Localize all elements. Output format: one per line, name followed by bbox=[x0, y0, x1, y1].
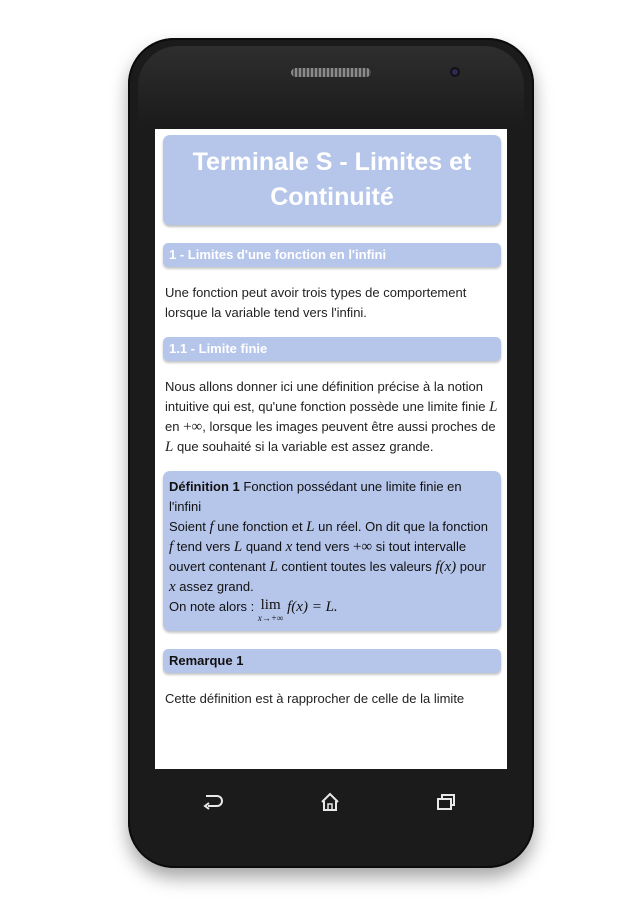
navigation-bar bbox=[128, 769, 534, 868]
def-text: une fonction et bbox=[213, 519, 307, 534]
math-fx: f(x) bbox=[435, 559, 457, 575]
math-L: L bbox=[233, 539, 243, 555]
def-text: pour bbox=[456, 559, 486, 574]
para-text: que souhaité si la variable est assez grande. bbox=[173, 439, 434, 454]
math-f: f bbox=[209, 519, 214, 535]
front-camera bbox=[450, 67, 460, 77]
def-text: assez grand. bbox=[175, 579, 254, 594]
math-L: L bbox=[165, 439, 174, 455]
lim-expression: f(x) = L. bbox=[283, 599, 338, 615]
math-L: L bbox=[306, 519, 315, 535]
math-plus-infinity: +∞ bbox=[352, 539, 373, 555]
math-L: L bbox=[269, 559, 278, 575]
limit-paragraph bbox=[163, 377, 501, 457]
definition-box bbox=[163, 471, 501, 631]
para-text: en bbox=[165, 419, 184, 434]
recents-icon bbox=[435, 792, 457, 812]
back-icon bbox=[202, 792, 224, 812]
lim-operator: lim bbox=[260, 597, 281, 613]
math-f: f bbox=[169, 539, 174, 555]
title-card bbox=[163, 135, 501, 225]
limit-notation bbox=[258, 597, 283, 623]
back-button[interactable] bbox=[198, 787, 228, 817]
math-x: x bbox=[285, 539, 293, 555]
def-text: Soient bbox=[169, 519, 210, 534]
page-title: Terminale S - Limites et Continuité bbox=[192, 148, 472, 211]
def-text: un réel. On dit que la fonction bbox=[314, 519, 488, 534]
def-text: tend vers bbox=[173, 539, 234, 554]
def-text: contient toutes les valeurs bbox=[277, 559, 436, 574]
lim-subscript: x→+∞ bbox=[257, 613, 284, 623]
intro-paragraph: Une fonction peut avoir trois types de comportement lorsque la variable tend vers l'infini. bbox=[165, 285, 467, 320]
para-text: Nous allons donner ici une définition précise à la notion intuitive qui est, qu'une fonction possède une limite finie bbox=[165, 379, 490, 414]
para-text: , lorsque les images peuvent être aussi proches de bbox=[202, 419, 496, 434]
section-heading-1-1[interactable]: 1.1 - Limite finie bbox=[163, 337, 501, 361]
home-button[interactable] bbox=[315, 787, 345, 817]
screen[interactable] bbox=[155, 129, 507, 769]
home-icon bbox=[319, 791, 341, 813]
def-note: On note alors : bbox=[169, 599, 258, 614]
definition-heading: Définition 1 bbox=[169, 479, 240, 494]
def-text: quand bbox=[242, 539, 286, 554]
section-heading-1[interactable]: 1 - Limites d'une fonction en l'infini bbox=[163, 243, 501, 267]
speaker-grille bbox=[291, 68, 371, 77]
document-content bbox=[163, 135, 501, 709]
definition-heading-rest: Fonction possédant une limite finie en l'infini bbox=[169, 479, 462, 514]
phone-top-bezel bbox=[138, 46, 524, 126]
recents-button[interactable] bbox=[431, 787, 461, 817]
math-x: x bbox=[169, 579, 176, 595]
def-text: si tout intervalle ouvert contenant bbox=[169, 539, 467, 574]
phone-frame bbox=[128, 38, 534, 868]
math-L: L bbox=[489, 399, 498, 415]
cut-off-paragraph: Cette définition est à rapprocher de celle de la limite bbox=[165, 691, 465, 706]
math-plus-infinity: +∞ bbox=[183, 419, 203, 435]
remark-heading[interactable]: Remarque 1 bbox=[163, 649, 501, 673]
def-text: tend vers bbox=[292, 539, 353, 554]
